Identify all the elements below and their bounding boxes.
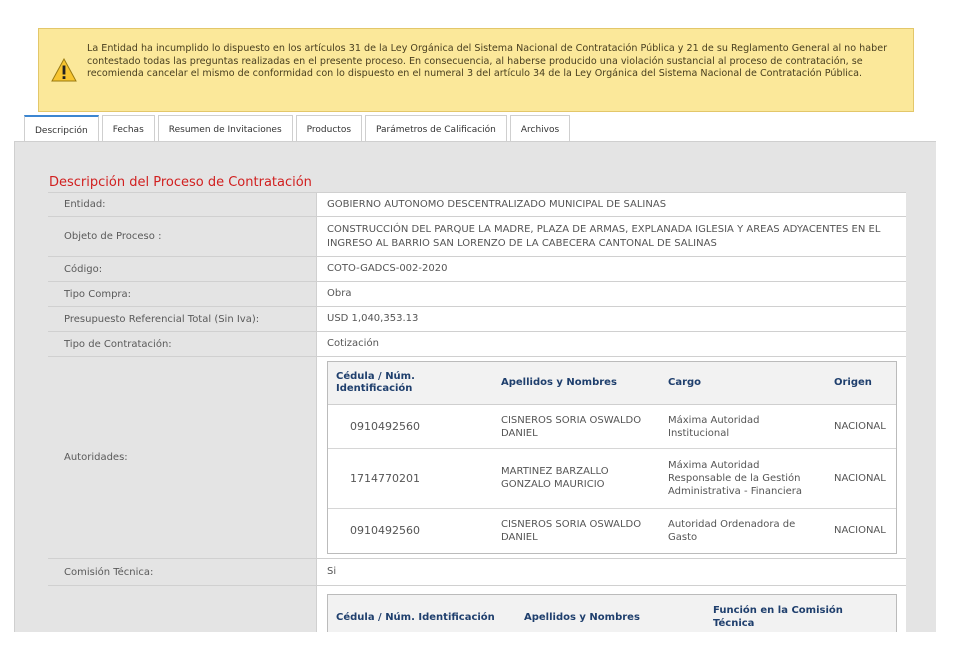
field-presupuesto — [48, 307, 906, 332]
field-label: Presupuesto Referencial Total (Sin Iva): — [48, 307, 316, 331]
table-row — [328, 449, 896, 509]
cell-nombres: CISNEROS SORIA OSWALDO DANIEL — [501, 415, 642, 439]
header-funcion: Función en la Comisión Técnica — [713, 605, 843, 629]
field-value: USD 1,040,353.13 — [316, 307, 906, 331]
field-value: CONSTRUCCIÓN DEL PARQUE LA MADRE, PLAZA DE ARMAS, EXPLANADA IGLESIA Y AREAS ADYACENTES EN EL INGRESO AL BARRIO SAN LORENZO DE LA CABECERA CANTONAL DE SALINAS — [316, 217, 906, 256]
comision-table — [327, 594, 897, 632]
field-value: Si — [316, 559, 906, 585]
warning-banner — [38, 28, 914, 112]
header-origen: Origen — [834, 377, 872, 388]
warning-icon — [51, 58, 77, 82]
tab-archivos[interactable]: Archivos — [510, 115, 570, 143]
warning-message: La Entidad ha incumplido lo dispuesto en los artículos 31 de la Ley Orgánica del Sistema Nacional de Contratación Pública y 21 de su Reglamento General al no haber contestado todas las preguntas realizadas en el presente proceso. En consecuencia, al haberse producido una violación sustancial al proceso de contratación, se recomienda cancelar el mismo de conformidad con lo dispuesto en el numeral 3 del artículo 34 de la Ley Orgánica del Sistema Nacional de Contratación Pública. — [87, 43, 888, 79]
cell-cedula: 1714770201 — [350, 472, 420, 485]
cell-cargo: Autoridad Ordenadora de Gasto — [668, 519, 796, 543]
table-header — [328, 362, 896, 405]
tab-resumen-invitaciones[interactable]: Resumen de Invitaciones — [158, 115, 293, 143]
field-objeto — [48, 217, 906, 257]
field-comision-detalle — [48, 586, 906, 632]
field-label: Tipo de Contratación: — [48, 332, 316, 356]
cell-nombres: MARTINEZ BARZALLO GONZALO MAURICIO — [501, 466, 609, 490]
cell-cedula: 0910492560 — [350, 524, 420, 537]
cell-cargo: Máxima Autoridad Institucional — [668, 415, 760, 439]
cell-cedula: 0910492560 — [350, 420, 420, 433]
tab-descripcion[interactable]: Descripción — [24, 115, 99, 144]
header-nombres: Apellidos y Nombres — [501, 377, 617, 388]
autoridades-table — [327, 361, 897, 554]
field-autoridades — [48, 357, 906, 559]
header-cargo: Cargo — [668, 377, 702, 388]
field-value — [316, 357, 906, 558]
field-comision — [48, 559, 906, 586]
field-label: Objeto de Proceso : — [48, 217, 316, 256]
field-entidad — [48, 192, 906, 217]
field-label: Comisión Técnica: — [48, 559, 316, 585]
tab-productos[interactable]: Productos — [296, 115, 362, 143]
table-row — [328, 509, 896, 553]
field-tipo-compra — [48, 282, 906, 307]
field-value: Cotización — [316, 332, 906, 356]
section-title: Descripción del Proceso de Contratación — [49, 175, 312, 190]
header-nombres: Apellidos y Nombres — [524, 612, 640, 623]
cell-cargo: Máxima Autoridad Responsable de la Gestión Administrativa - Financiera — [668, 460, 803, 497]
cell-nombres: CISNEROS SORIA OSWALDO DANIEL — [501, 519, 642, 543]
tab-fechas[interactable]: Fechas — [102, 115, 155, 143]
header-cedula: Cédula / Núm. Identificación — [336, 612, 495, 623]
field-label: Entidad: — [48, 193, 316, 216]
field-value: COTO-GADCS-002-2020 — [316, 257, 906, 281]
field-label: Autoridades: — [48, 357, 316, 558]
field-tipo-contratacion — [48, 332, 906, 357]
tab-bar — [24, 115, 573, 144]
cell-origen: NACIONAL — [834, 421, 886, 432]
field-label: Código: — [48, 257, 316, 281]
field-label: Tipo Compra: — [48, 282, 316, 306]
field-codigo — [48, 257, 906, 282]
field-value: GOBIERNO AUTONOMO DESCENTRALIZADO MUNICIPAL DE SALINAS — [316, 193, 906, 216]
cell-origen: NACIONAL — [834, 473, 886, 484]
table-row — [328, 405, 896, 449]
header-cedula: Cédula / Núm. Identificación — [336, 371, 415, 394]
cell-origen: NACIONAL — [834, 525, 886, 536]
description-panel — [14, 141, 936, 632]
tab-parametros-calificacion[interactable]: Parámetros de Calificación — [365, 115, 507, 143]
field-value: Obra — [316, 282, 906, 306]
